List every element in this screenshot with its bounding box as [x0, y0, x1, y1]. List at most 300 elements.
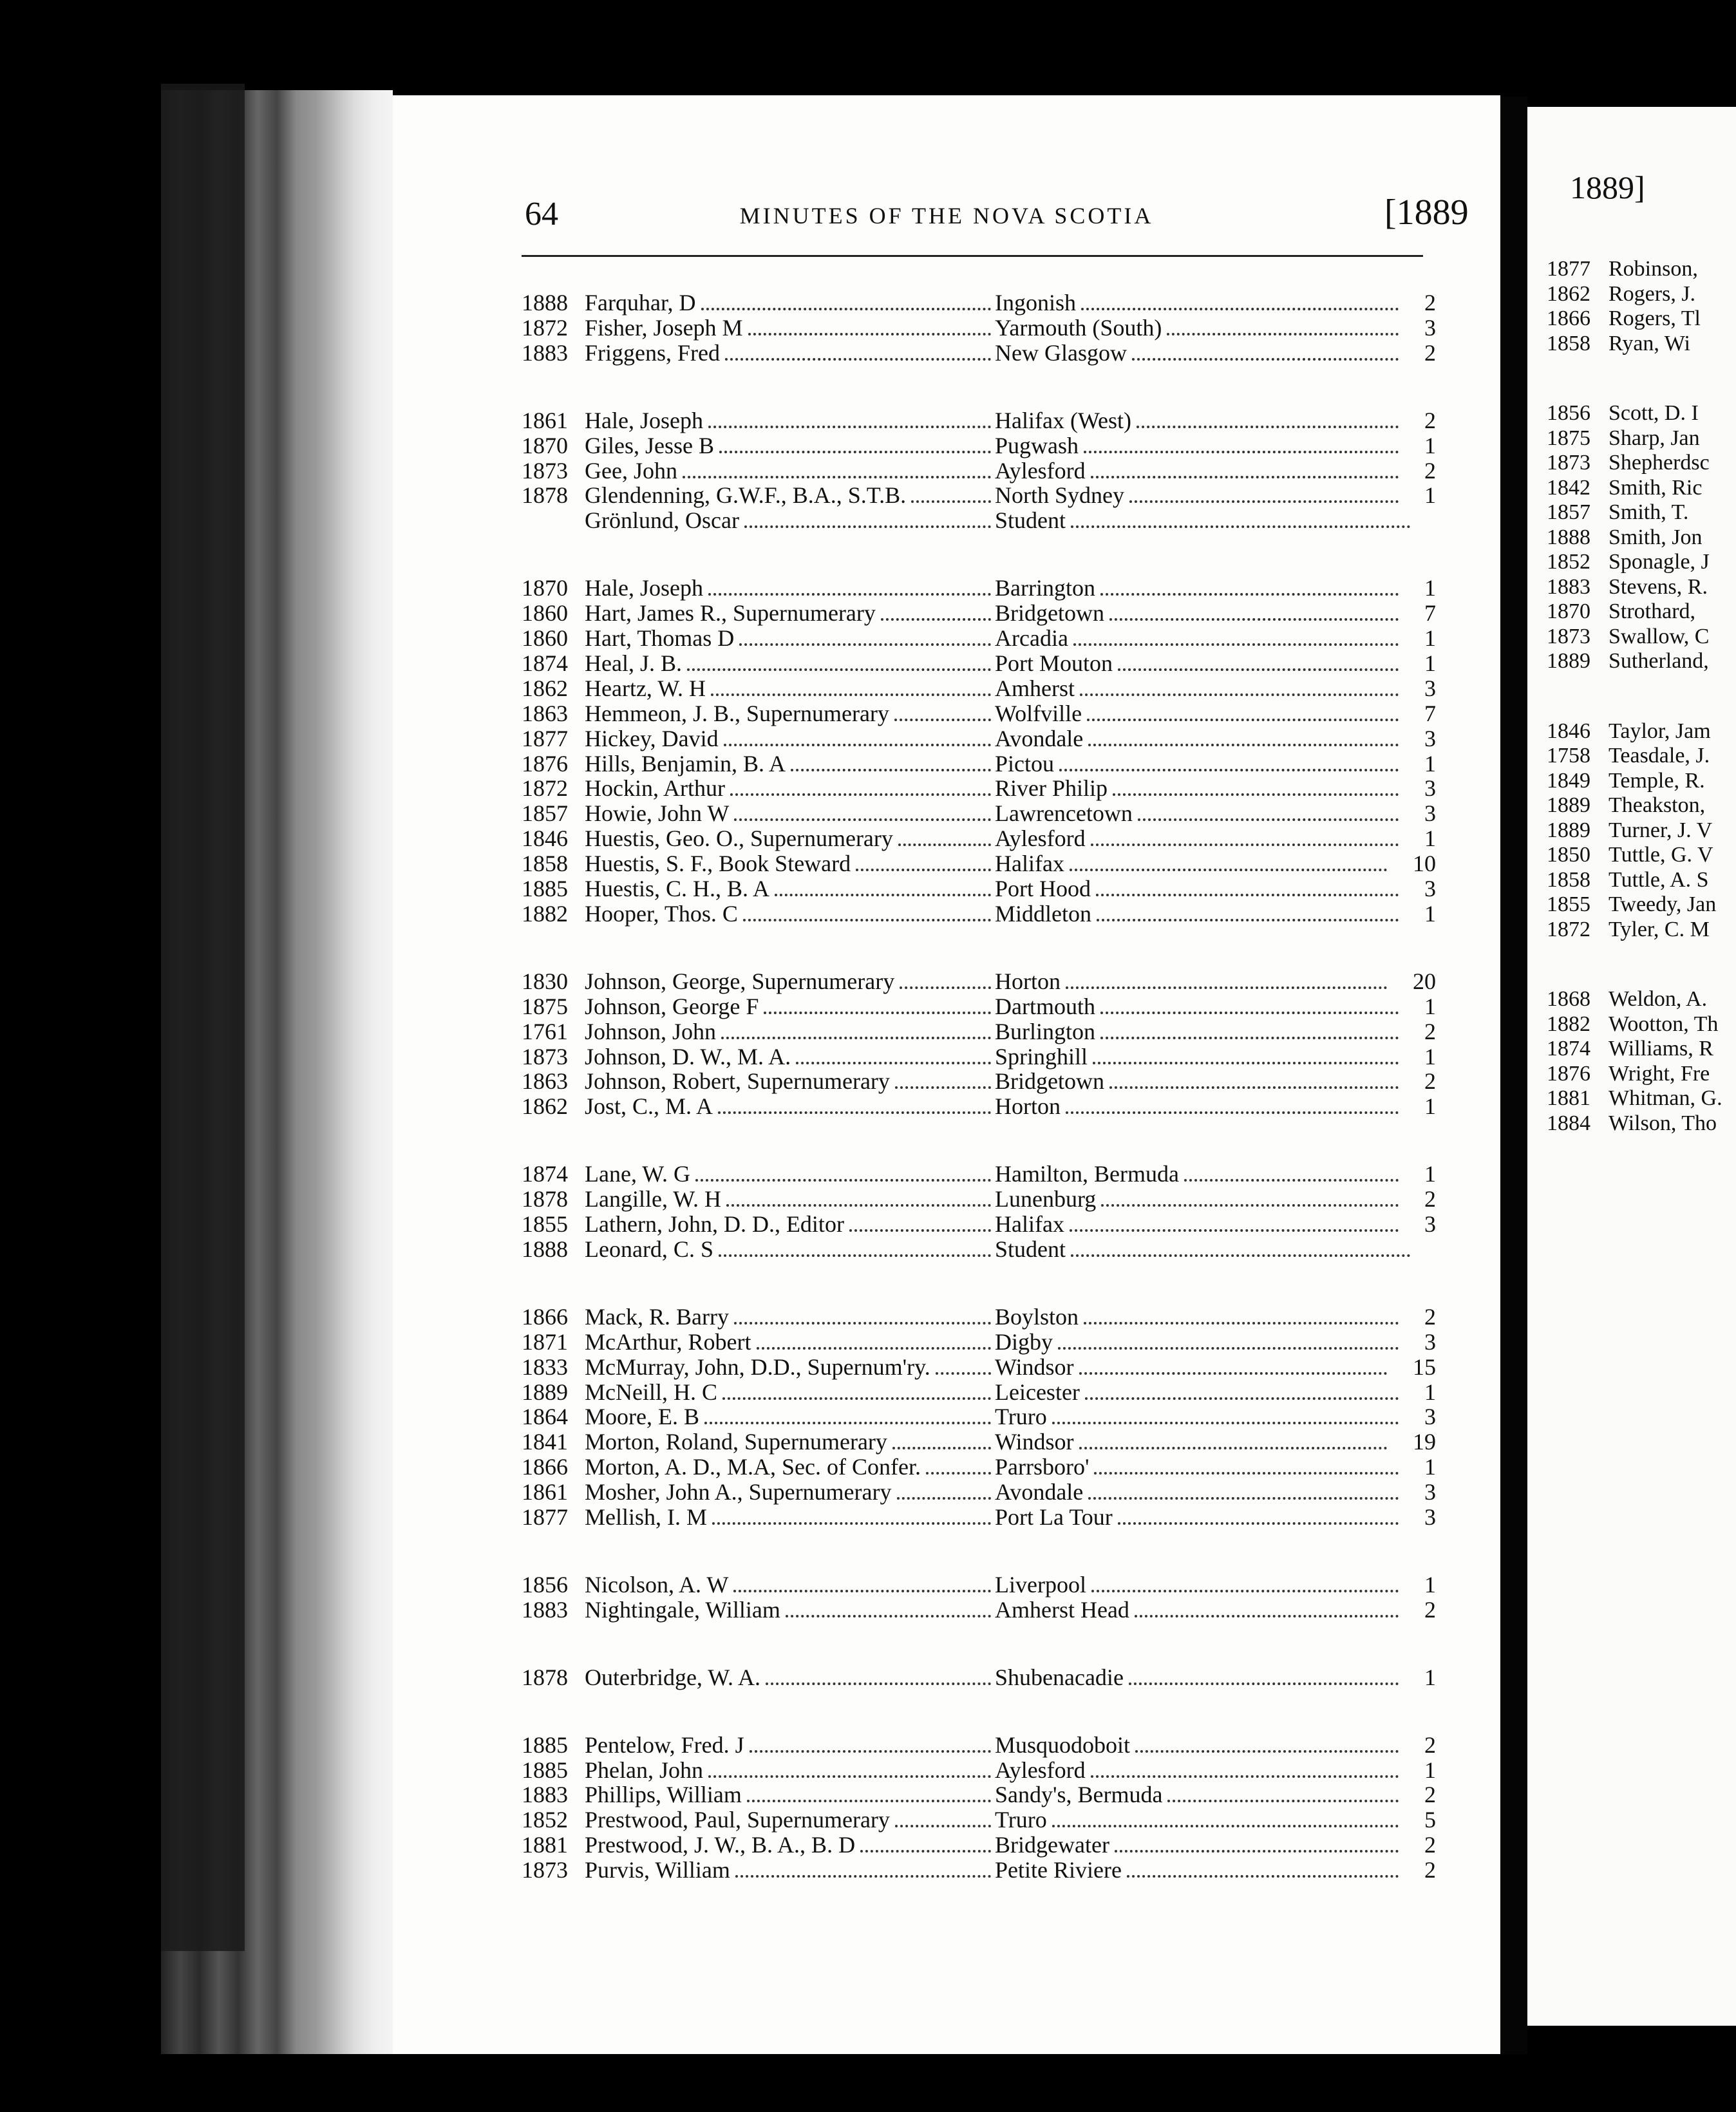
entry-years-count: 2 — [1424, 457, 1436, 484]
right-entry-name: Smith, T. — [1609, 500, 1689, 524]
right-entry-name: Sponagle, J — [1609, 550, 1710, 574]
entry-years-count: 7 — [1424, 600, 1436, 627]
entry-years-count: 1 — [1424, 432, 1436, 458]
right-entry-year: 1858 — [1547, 867, 1590, 892]
leader-dots — [708, 593, 991, 596]
entry-years-count: 1 — [1424, 1379, 1436, 1405]
right-entry-year: 1876 — [1547, 1061, 1590, 1086]
leader-dots — [1052, 1422, 1399, 1424]
right-entry-row — [1547, 719, 1736, 744]
entry-station: Digby — [995, 1328, 1053, 1355]
right-entry-name: Wright, Fre — [1609, 1061, 1710, 1086]
right-entry-name: Teasdale, J. — [1609, 744, 1710, 768]
entry-years-count: 3 — [1424, 1211, 1436, 1237]
entry-row — [522, 507, 1436, 533]
right-entry-name: Temple, R. — [1609, 768, 1705, 793]
entry-name: Phillips, William — [585, 1782, 742, 1808]
entry-station: Port La Tour — [995, 1504, 1113, 1530]
leader-dots — [764, 1012, 991, 1014]
entry-station: Dartmouth — [995, 993, 1095, 1019]
entry-name: Glendenning, G.W.F., B.A., S.T.B. — [585, 482, 907, 509]
entry-years-count: 1 — [1424, 1757, 1436, 1783]
entry-station: Avondale — [995, 1479, 1084, 1505]
leader-dots — [1096, 894, 1399, 896]
right-entry-year: 1868 — [1547, 987, 1590, 1011]
right-entry-name: Stevens, R. — [1609, 574, 1708, 599]
entry-row — [522, 851, 1436, 876]
entry-row — [522, 901, 1436, 927]
right-entry-name: Rogers, Tl — [1609, 306, 1701, 330]
entry-year: 1857 — [522, 800, 568, 827]
entry-row — [522, 625, 1436, 651]
entry-row — [522, 1572, 1436, 1598]
right-entry-row — [1547, 1061, 1736, 1087]
leader-dots — [719, 1254, 991, 1257]
entry-year: 1885 — [522, 876, 568, 901]
entry-name: Friggens, Fred — [585, 339, 720, 366]
right-entry-row — [1547, 986, 1736, 1012]
entry-row — [522, 1782, 1436, 1807]
entry-years-count: 1 — [1424, 900, 1436, 927]
leader-dots — [725, 358, 991, 361]
entry-station: Port Mouton — [995, 650, 1113, 676]
entry-row — [522, 650, 1436, 676]
entry-row — [522, 600, 1436, 626]
right-entry-row — [1547, 1012, 1736, 1037]
entry-year: 1873 — [522, 457, 568, 484]
entry-row — [522, 1379, 1436, 1405]
entry-station: Pugwash — [995, 432, 1079, 458]
entry-station: Boylston — [995, 1303, 1079, 1330]
entry-station: Avondale — [995, 725, 1084, 751]
right-entry-row — [1547, 525, 1736, 551]
entry-year: 1860 — [522, 600, 568, 627]
entry-years-count: 2 — [1424, 1832, 1436, 1858]
leader-dots — [1070, 869, 1387, 871]
leader-dots — [721, 1037, 991, 1039]
leader-dots — [926, 1472, 991, 1475]
leader-dots — [1084, 451, 1399, 453]
entry-name: Johnson, Robert, Supernumerary — [585, 1068, 890, 1095]
entry-row — [522, 482, 1436, 508]
entry-years-count: 7 — [1424, 700, 1436, 726]
right-entry-row — [1547, 450, 1736, 476]
entry-years-count: 3 — [1424, 1504, 1436, 1530]
entry-station: Ingonish — [995, 290, 1076, 316]
entry-row — [522, 290, 1436, 316]
leader-dots — [708, 1775, 991, 1778]
entry-year: 1862 — [522, 675, 568, 701]
entry-station: Horton — [995, 968, 1061, 994]
entry-year: 1841 — [522, 1429, 568, 1455]
right-entry-row — [1547, 401, 1736, 426]
entry-row — [522, 1757, 1436, 1783]
right-entry-name: Whitman, G. — [1609, 1086, 1722, 1110]
leader-dots — [786, 1615, 991, 1617]
entry-years-count: 10 — [1413, 851, 1436, 877]
entry-name: Jost, C., M. A — [585, 1093, 713, 1120]
entry-year: 1873 — [522, 1857, 568, 1883]
right-entry-year: 1872 — [1547, 917, 1590, 941]
leader-dots — [936, 1372, 991, 1375]
entry-row — [522, 1211, 1436, 1237]
leader-dots — [701, 308, 991, 310]
right-entry-year: 1882 — [1547, 1012, 1590, 1036]
book-spine-shadow — [161, 84, 245, 1951]
right-entry-name: Turner, J. V — [1609, 818, 1713, 842]
right-entry-year: 1856 — [1547, 401, 1590, 425]
leader-dots — [1100, 593, 1399, 596]
entry-station: Arcadia — [995, 625, 1068, 651]
entry-years-count: 1 — [1424, 825, 1436, 852]
running-head: MINUTES OF THE NOVA SCOTIA — [739, 203, 1154, 229]
entry-name: Gee, John — [585, 457, 677, 484]
right-entry-row — [1547, 917, 1736, 943]
left-page — [393, 95, 1500, 2054]
right-entry-year: 1846 — [1547, 719, 1590, 743]
entry-year: 1874 — [522, 650, 568, 676]
right-entry-year: 1852 — [1547, 550, 1590, 574]
leader-dots — [730, 793, 991, 796]
right-entry-row — [1547, 1036, 1736, 1062]
entry-year: 1863 — [522, 1068, 568, 1095]
entry-years-count: 3 — [1424, 1404, 1436, 1430]
leader-dots — [712, 1522, 991, 1525]
right-page — [1527, 107, 1736, 2026]
right-entry-name: Smith, Jon — [1609, 525, 1703, 549]
right-entry-row — [1547, 599, 1736, 625]
entry-name: McMurray, John, D.D., Supernum'ry. — [585, 1353, 930, 1380]
leader-dots — [1058, 1347, 1399, 1350]
leader-dots — [735, 1875, 991, 1878]
entry-row — [522, 1597, 1436, 1623]
entry-years-count: 1 — [1424, 482, 1436, 509]
entry-years-count: 1 — [1424, 1093, 1436, 1120]
entry-name: Hemmeon, J. B., Supernumerary — [585, 700, 889, 726]
leader-dots — [748, 333, 991, 335]
right-entry-year: 1889 — [1547, 649, 1590, 673]
leader-dots — [1073, 643, 1399, 646]
entry-year: 1878 — [522, 1186, 568, 1212]
entry-station: Barrington — [995, 575, 1095, 601]
entry-row — [522, 408, 1436, 433]
right-entry-row — [1547, 549, 1736, 575]
right-entry-name: Sutherland, — [1609, 649, 1709, 673]
entry-year: 1852 — [522, 1807, 568, 1833]
leader-dots — [775, 894, 991, 896]
entry-year: 1876 — [522, 750, 568, 777]
leader-dots — [722, 1397, 991, 1400]
leader-dots — [881, 618, 991, 621]
leader-dots — [687, 668, 991, 671]
entry-years-count: 2 — [1424, 1782, 1436, 1808]
right-entry-row — [1547, 426, 1736, 451]
right-entry-name: Theakston, — [1609, 793, 1706, 817]
entry-name: Hockin, Arthur — [585, 775, 725, 802]
leader-dots — [1091, 1590, 1399, 1592]
entry-station: Truro — [995, 1807, 1047, 1833]
entry-years-count: 1 — [1424, 1571, 1436, 1598]
right-entry-row — [1547, 475, 1736, 501]
entry-years-count: 2 — [1424, 1303, 1436, 1330]
entry-year: 1885 — [522, 1731, 568, 1758]
entry-year: 1866 — [522, 1454, 568, 1480]
entry-station: Middleton — [995, 900, 1091, 927]
entry-station: Halifax — [995, 1211, 1064, 1237]
entry-station: Port Hood — [995, 876, 1091, 901]
leader-dots — [1085, 1397, 1399, 1400]
entry-name: Nightingale, William — [585, 1596, 780, 1623]
entry-years-count: 3 — [1424, 775, 1436, 802]
right-entry-year: 1884 — [1547, 1111, 1590, 1135]
right-entry-name: Strothard, — [1609, 599, 1696, 623]
leader-dots — [750, 1750, 991, 1753]
leader-dots — [1129, 500, 1399, 503]
leader-dots — [897, 1497, 991, 1500]
entry-year: 1870 — [522, 575, 568, 601]
leader-dots — [1184, 1179, 1399, 1182]
entry-row — [522, 1807, 1436, 1833]
entry-row — [522, 751, 1436, 777]
right-entry-row — [1547, 281, 1736, 307]
entry-year: 1881 — [522, 1832, 568, 1858]
leader-dots — [734, 1322, 991, 1325]
entry-year: 1861 — [522, 1479, 568, 1505]
leader-dots — [1079, 1447, 1387, 1449]
entry-year: 1877 — [522, 725, 568, 751]
right-entry-name: Robinson, — [1609, 257, 1698, 281]
entry-row — [522, 340, 1436, 366]
entry-years-count: 2 — [1424, 290, 1436, 316]
right-entry-name: Scott, D. I — [1609, 401, 1699, 425]
entry-name: Morton, Roland, Supernumerary — [585, 1429, 887, 1455]
entry-name: Johnson, George F — [585, 993, 759, 1019]
entry-name: Heal, J. B. — [585, 650, 682, 676]
entry-year: 1830 — [522, 968, 568, 994]
right-entry-year: 1888 — [1547, 525, 1590, 549]
entry-years-count: 2 — [1424, 339, 1436, 366]
entry-name: Mack, R. Barry — [585, 1303, 729, 1330]
entry-station: Aylesford — [995, 1757, 1086, 1783]
entry-row — [522, 968, 1436, 994]
entry-years-count: 3 — [1424, 725, 1436, 751]
entry-row — [522, 825, 1436, 851]
entry-name: Hart, Thomas D — [585, 625, 735, 651]
entry-station: Bridgetown — [995, 600, 1104, 627]
entry-year: 1860 — [522, 625, 568, 651]
leader-dots — [708, 426, 991, 428]
leader-dots — [1059, 769, 1399, 771]
right-entry-year: 1842 — [1547, 475, 1590, 500]
entry-row — [522, 994, 1436, 1019]
entry-row — [522, 575, 1436, 601]
entry-row — [522, 726, 1436, 751]
leader-dots — [856, 869, 991, 871]
entry-years-count: 2 — [1424, 1857, 1436, 1883]
entry-name: Prestwood, Paul, Supernumerary — [585, 1807, 890, 1833]
leader-dots — [1079, 1372, 1387, 1375]
right-entry-year: 1870 — [1547, 599, 1590, 623]
entry-name: Phelan, John — [585, 1757, 703, 1783]
entry-station: Yarmouth (South) — [995, 314, 1162, 341]
leader-dots — [892, 1447, 991, 1449]
entry-years-count: 20 — [1413, 968, 1436, 994]
leader-dots — [1091, 476, 1399, 478]
leader-dots — [766, 1683, 991, 1685]
right-entry-name: Smith, Ric — [1609, 475, 1703, 500]
entry-name: Johnson, John — [585, 1018, 717, 1044]
entry-row — [522, 1019, 1436, 1044]
entry-row — [522, 701, 1436, 726]
leader-dots — [1109, 1086, 1399, 1089]
entry-years-count: 3 — [1424, 1479, 1436, 1505]
right-entry-year: 1849 — [1547, 768, 1590, 793]
leader-dots — [743, 919, 991, 921]
right-entry-year: 1889 — [1547, 818, 1590, 842]
right-entry-name: Tyler, C. M — [1609, 917, 1710, 941]
leader-dots — [1109, 618, 1399, 621]
right-entry-name: Tuttle, G. V — [1609, 843, 1713, 867]
leader-dots — [744, 525, 991, 528]
entry-year: 1873 — [522, 1043, 568, 1070]
entry-station: Amherst Head — [995, 1596, 1129, 1623]
entry-years-count: 15 — [1413, 1353, 1436, 1380]
leader-dots — [860, 1850, 991, 1853]
entry-station: Student — [995, 507, 1066, 534]
entry-name: Hickey, David — [585, 725, 719, 751]
entry-years-count: 19 — [1413, 1429, 1436, 1455]
leader-dots — [1118, 668, 1399, 671]
entry-station: Leicester — [995, 1379, 1080, 1405]
entry-years-count: 3 — [1424, 1328, 1436, 1355]
entry-row — [522, 1044, 1436, 1070]
entry-year: 1872 — [522, 775, 568, 802]
right-entry-year: 1874 — [1547, 1037, 1590, 1061]
entry-years-count: 1 — [1424, 750, 1436, 777]
right-entry-row — [1547, 256, 1736, 282]
entry-station: New Glasgow — [995, 339, 1127, 366]
right-entry-row — [1547, 842, 1736, 868]
leader-dots — [1088, 1497, 1399, 1500]
entry-years-count: 2 — [1424, 1018, 1436, 1044]
leader-dots — [726, 1204, 991, 1207]
right-entry-row — [1547, 818, 1736, 844]
leader-dots — [733, 1590, 991, 1592]
entry-row — [522, 1354, 1436, 1380]
leader-dots — [1052, 1825, 1399, 1827]
entry-year: 1864 — [522, 1404, 568, 1430]
entry-name: Heartz, W. H — [585, 675, 706, 701]
entry-years-count: 1 — [1424, 575, 1436, 601]
entry-station: Horton — [995, 1093, 1061, 1120]
entry-row — [522, 1093, 1436, 1119]
leader-dots — [849, 1229, 991, 1232]
right-entry-row — [1547, 867, 1736, 893]
entry-years-count: 1 — [1424, 1664, 1436, 1690]
leader-dots — [1135, 1615, 1399, 1617]
entry-station: Parrsboro' — [995, 1454, 1090, 1480]
entry-name: Mosher, John A., Supernumerary — [585, 1479, 892, 1505]
right-entry-name: Sharp, Jan — [1609, 426, 1700, 450]
entry-year: 1874 — [522, 1161, 568, 1187]
entry-name: McNeill, H. C — [585, 1379, 717, 1405]
right-entry-year: 1862 — [1547, 281, 1590, 306]
right-entry-year: 1850 — [1547, 843, 1590, 867]
right-entry-name: Rogers, J. — [1609, 281, 1696, 306]
entry-name: Huestis, Geo. O., Supernumerary — [585, 825, 893, 852]
entry-name: Giles, Jesse B — [585, 432, 714, 458]
right-entry-year: 1877 — [1547, 257, 1590, 281]
entry-row — [522, 1479, 1436, 1505]
right-entry-name: Tweedy, Jan — [1609, 892, 1717, 916]
entry-station: Aylesford — [995, 457, 1086, 484]
entry-year: 1870 — [522, 432, 568, 458]
entry-row — [522, 1236, 1436, 1262]
entry-station: Liverpool — [995, 1571, 1086, 1598]
page-gutter — [1500, 97, 1527, 2054]
leader-dots — [1113, 793, 1399, 796]
entry-row — [522, 458, 1436, 484]
entry-years-count: 2 — [1424, 407, 1436, 433]
entry-row — [522, 1857, 1436, 1883]
entry-year: 1833 — [522, 1353, 568, 1380]
right-entry-name: Wilson, Tho — [1609, 1111, 1717, 1135]
leader-dots — [1101, 1204, 1399, 1207]
leader-dots — [898, 844, 991, 846]
entry-row — [522, 1404, 1436, 1429]
entry-name: Grönlund, Oscar — [585, 507, 739, 534]
leader-dots — [1093, 1062, 1399, 1064]
entry-years-count: 1 — [1424, 1161, 1436, 1187]
entry-station: Musquodoboit — [995, 1731, 1131, 1758]
leader-dots — [724, 744, 991, 746]
entry-name: Hills, Benjamin, B. A — [585, 750, 786, 777]
leader-dots — [695, 1179, 991, 1182]
entry-row — [522, 1304, 1436, 1330]
entry-row — [522, 1329, 1436, 1355]
entry-station: Halifax (West) — [995, 407, 1132, 433]
entry-year: 1858 — [522, 851, 568, 877]
entry-row — [522, 1832, 1436, 1858]
right-entry-name: Weldon, A. — [1609, 987, 1708, 1011]
leader-dots — [1132, 358, 1399, 361]
entry-row — [522, 1732, 1436, 1758]
entry-name: Purvis, William — [585, 1857, 730, 1883]
entry-years-count: 3 — [1424, 800, 1436, 827]
right-entry-name: Tuttle, A. S — [1609, 867, 1709, 892]
entry-row — [522, 433, 1436, 458]
leader-dots — [1066, 986, 1387, 989]
right-entry-row — [1547, 648, 1736, 674]
entry-station: Springhill — [995, 1043, 1088, 1070]
leader-dots — [734, 818, 991, 821]
right-entry-row — [1547, 574, 1736, 600]
entry-name: Prestwood, J. W., B. A., B. D — [585, 1832, 856, 1858]
entry-years-count: 1 — [1424, 625, 1436, 651]
entry-year: 1888 — [522, 1236, 568, 1262]
entry-year: 1856 — [522, 1571, 568, 1598]
leader-dots — [1066, 1111, 1399, 1114]
entry-year: 1872 — [522, 314, 568, 341]
entry-year: 1883 — [522, 1782, 568, 1808]
leader-dots — [739, 643, 991, 646]
entry-year: 1871 — [522, 1328, 568, 1355]
leader-dots — [1071, 525, 1410, 528]
right-entry-name: Taylor, Jam — [1609, 719, 1711, 743]
entry-years-count: 1 — [1424, 1043, 1436, 1070]
right-entry-name: Ryan, Wi — [1609, 331, 1690, 355]
entry-station: Windsor — [995, 1353, 1074, 1380]
